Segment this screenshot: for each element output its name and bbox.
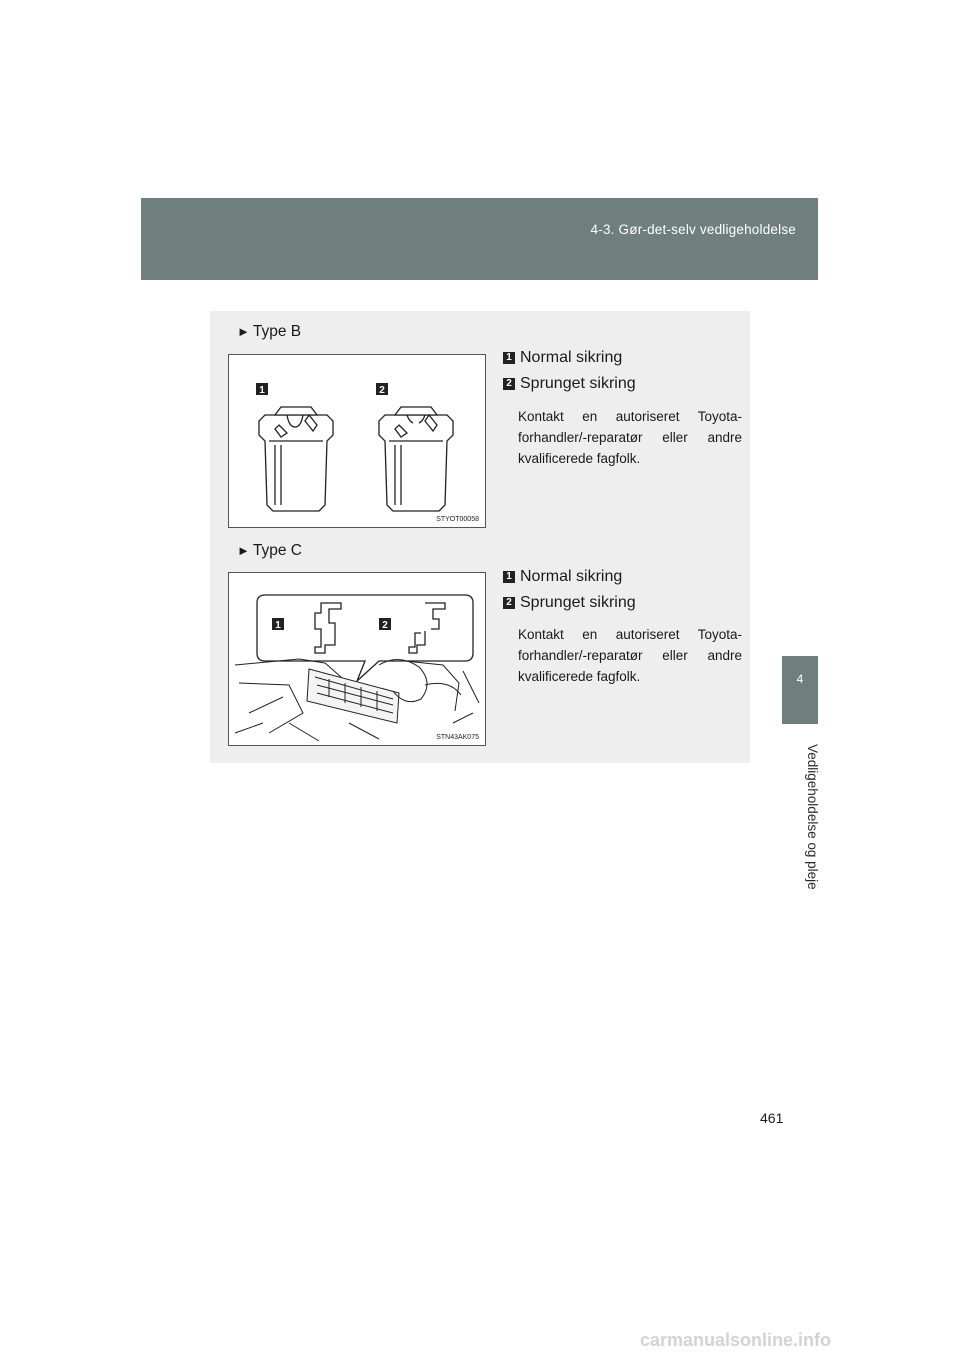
triangle-right-icon: ► [237,543,250,558]
type-c-heading [237,542,302,560]
engine-compartment-icon [235,659,479,741]
legend-label: Normal sikring [520,568,623,585]
type-c-figure-code: STN43AK075 [436,734,479,741]
type-c-figure [228,572,486,746]
svg-text:2: 2 [379,385,385,396]
header-band [141,198,818,280]
svg-text:1: 1 [275,620,281,631]
chapter-label: Vedligeholdelse og pleje [805,744,820,890]
type-b-label: Type B [252,323,302,340]
callout-bubble-icon [257,595,473,681]
page-number: 461 [760,1110,784,1126]
badge-1: 1 [503,352,515,364]
type-b-figure [228,354,486,528]
svg-text:1: 1 [259,385,265,396]
legend-label: Sprunget sikring [520,594,636,611]
section-title: 4-3. Gør-det-selv vedligeholdelse [590,222,796,237]
list-item [503,349,622,367]
chapter-tab[interactable] [782,656,818,724]
normal-fuse-icon [259,407,333,511]
legend-label: Normal sikring [520,349,623,366]
type-b-figure-code: STYOT00058 [436,516,479,523]
type-c-label: Type C [252,542,302,559]
badge-2: 2 [503,378,515,390]
badge-2: 2 [503,597,515,609]
list-item [503,375,636,393]
badge-1: 1 [503,571,515,583]
type-b-heading [237,323,301,341]
list-item [503,594,636,612]
type-c-note: Kontakt en autoriseret Toyota-forhandler/-reparatør eller andre kvalificerede fagfolk. [518,627,742,684]
chapter-number: 4 [796,672,804,686]
triangle-right-icon: ► [237,324,250,339]
blown-fuse-icon [379,407,453,511]
svg-text:2: 2 [382,620,388,631]
type-c-fuse-box-illustration [229,573,485,745]
type-b-note: Kontakt en autoriseret Toyota-forhandler/-reparatør eller andre kvalificerede fagfolk. [518,409,742,466]
list-item [503,568,622,586]
watermark: carmanualsonline.info [640,1330,832,1350]
type-b-fuse-illustration [229,355,485,527]
legend-label: Sprunget sikring [520,375,636,392]
content-box [210,311,750,763]
